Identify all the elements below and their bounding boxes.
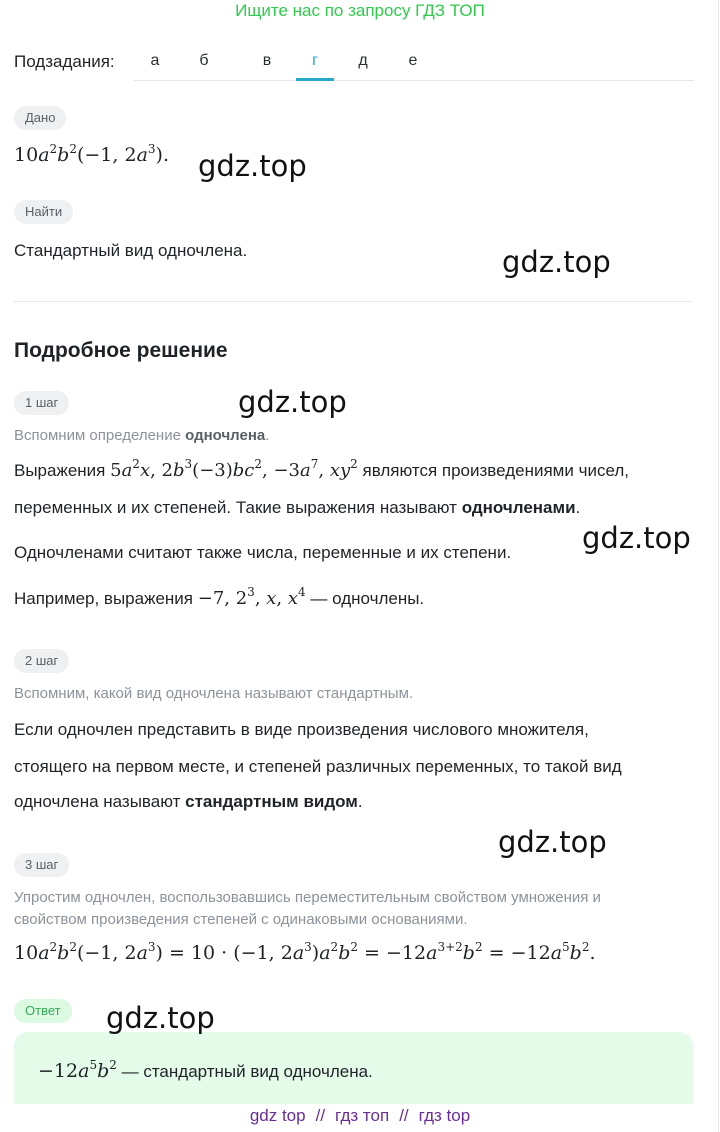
tab-e[interactable]: е (408, 52, 418, 69)
step2-line1: Если одночлен представить в виде произведения числового множителя, (14, 720, 589, 739)
subtasks-bar (14, 48, 694, 81)
answer-box (14, 1032, 693, 1104)
step1-paragraph3: Например, выражения −7, $2^3$, x, $x^4$ — одночлены. (14, 585, 425, 609)
footer-separator: // (399, 1106, 409, 1125)
footer (0, 1106, 720, 1126)
step2-line3: одночлена называют стандартным видом. (14, 792, 363, 811)
footer-separator: // (315, 1106, 326, 1125)
find-chip: Найти (14, 200, 73, 224)
monomial-examples: $5a^2x$, $2b^3(-3)bc^2$, $-3a^7$, $xy^2$ (110, 457, 358, 481)
step2-line2: стоящего на первом месте, и степеней различных переменных, то такой вид (14, 757, 622, 776)
tab-g[interactable]: г (312, 52, 318, 69)
step3-hint-line1: Упростим одночлен, воспользовавшись переместительным свойством умножения и (14, 889, 601, 906)
watermark: gdz.top (198, 149, 307, 183)
step1-paragraph2: Одночленами считают также числа, переменные и их степени. (14, 543, 512, 562)
given-chip: Дано (14, 106, 66, 130)
step2-chip: 2 шаг (14, 649, 69, 673)
tab-v[interactable]: в (262, 52, 272, 69)
page-edge-line (718, 0, 719, 1132)
subtasks-label: Подзадания: (14, 52, 115, 71)
footer-link-2[interactable]: гдз топ (335, 1106, 390, 1125)
top-banner: Ищите нас по запросу ГДЗ ТОП (235, 1, 485, 20)
watermark: gdz.top (582, 521, 691, 555)
watermark: gdz.top (106, 1001, 215, 1035)
step1-hint: Вспомним определение одночлена. (14, 427, 270, 444)
active-tab-indicator (296, 78, 334, 81)
answer-expression: $-12a^5b^2$ (38, 1058, 117, 1082)
step1-paragraph1-line1: Выражения $5a^2x$, $2b^3(-3)bc^2$, $-3a^7$, $xy^2$ являются произведениями чисел, (14, 457, 629, 481)
monomial-examples-2: −7, $2^3$, x, $x^4$ (197, 585, 306, 609)
step1-chip: 1 шаг (14, 391, 69, 415)
step3-hint-line2: свойством произведения степеней с одинаковыми основаниями. (14, 911, 468, 928)
footer-link-1[interactable]: gdz top (249, 1106, 306, 1125)
watermark: gdz.top (498, 825, 607, 859)
tab-d[interactable]: д (358, 52, 368, 69)
section-divider (14, 301, 692, 302)
step2-hint: Вспомним, какой вид одночлена называют стандартным. (14, 685, 414, 702)
subtask-tabs (134, 48, 694, 81)
watermark: gdz.top (238, 385, 347, 419)
given-expression: $10a^2b^2(-1$, $2a^3$). (14, 142, 169, 166)
answer-chip: Ответ (14, 999, 72, 1023)
tab-a[interactable]: а (150, 52, 160, 69)
step1-paragraph1-line2: переменных и их степеней. Такие выражения называют одночленами. (14, 498, 581, 517)
step3-equation: $10a^2b^2(-1$, $2a^3) = 10 \cdot (-1$, $2a^3)a^2b^2 = -12a^{3+2}b^2 = -12a^5b^2$. (14, 940, 596, 964)
footer-link-3[interactable]: гдз top (418, 1106, 471, 1125)
answer-text: $-12a^5b^2$ — стандартный вид одночлена. (38, 1058, 373, 1082)
find-text: Стандартный вид одночлена. (14, 241, 248, 260)
solution-title: Подробное решение (14, 339, 228, 362)
step3-chip: 3 шаг (14, 853, 69, 877)
tab-b[interactable]: б (199, 52, 209, 69)
watermark: gdz.top (502, 245, 611, 279)
